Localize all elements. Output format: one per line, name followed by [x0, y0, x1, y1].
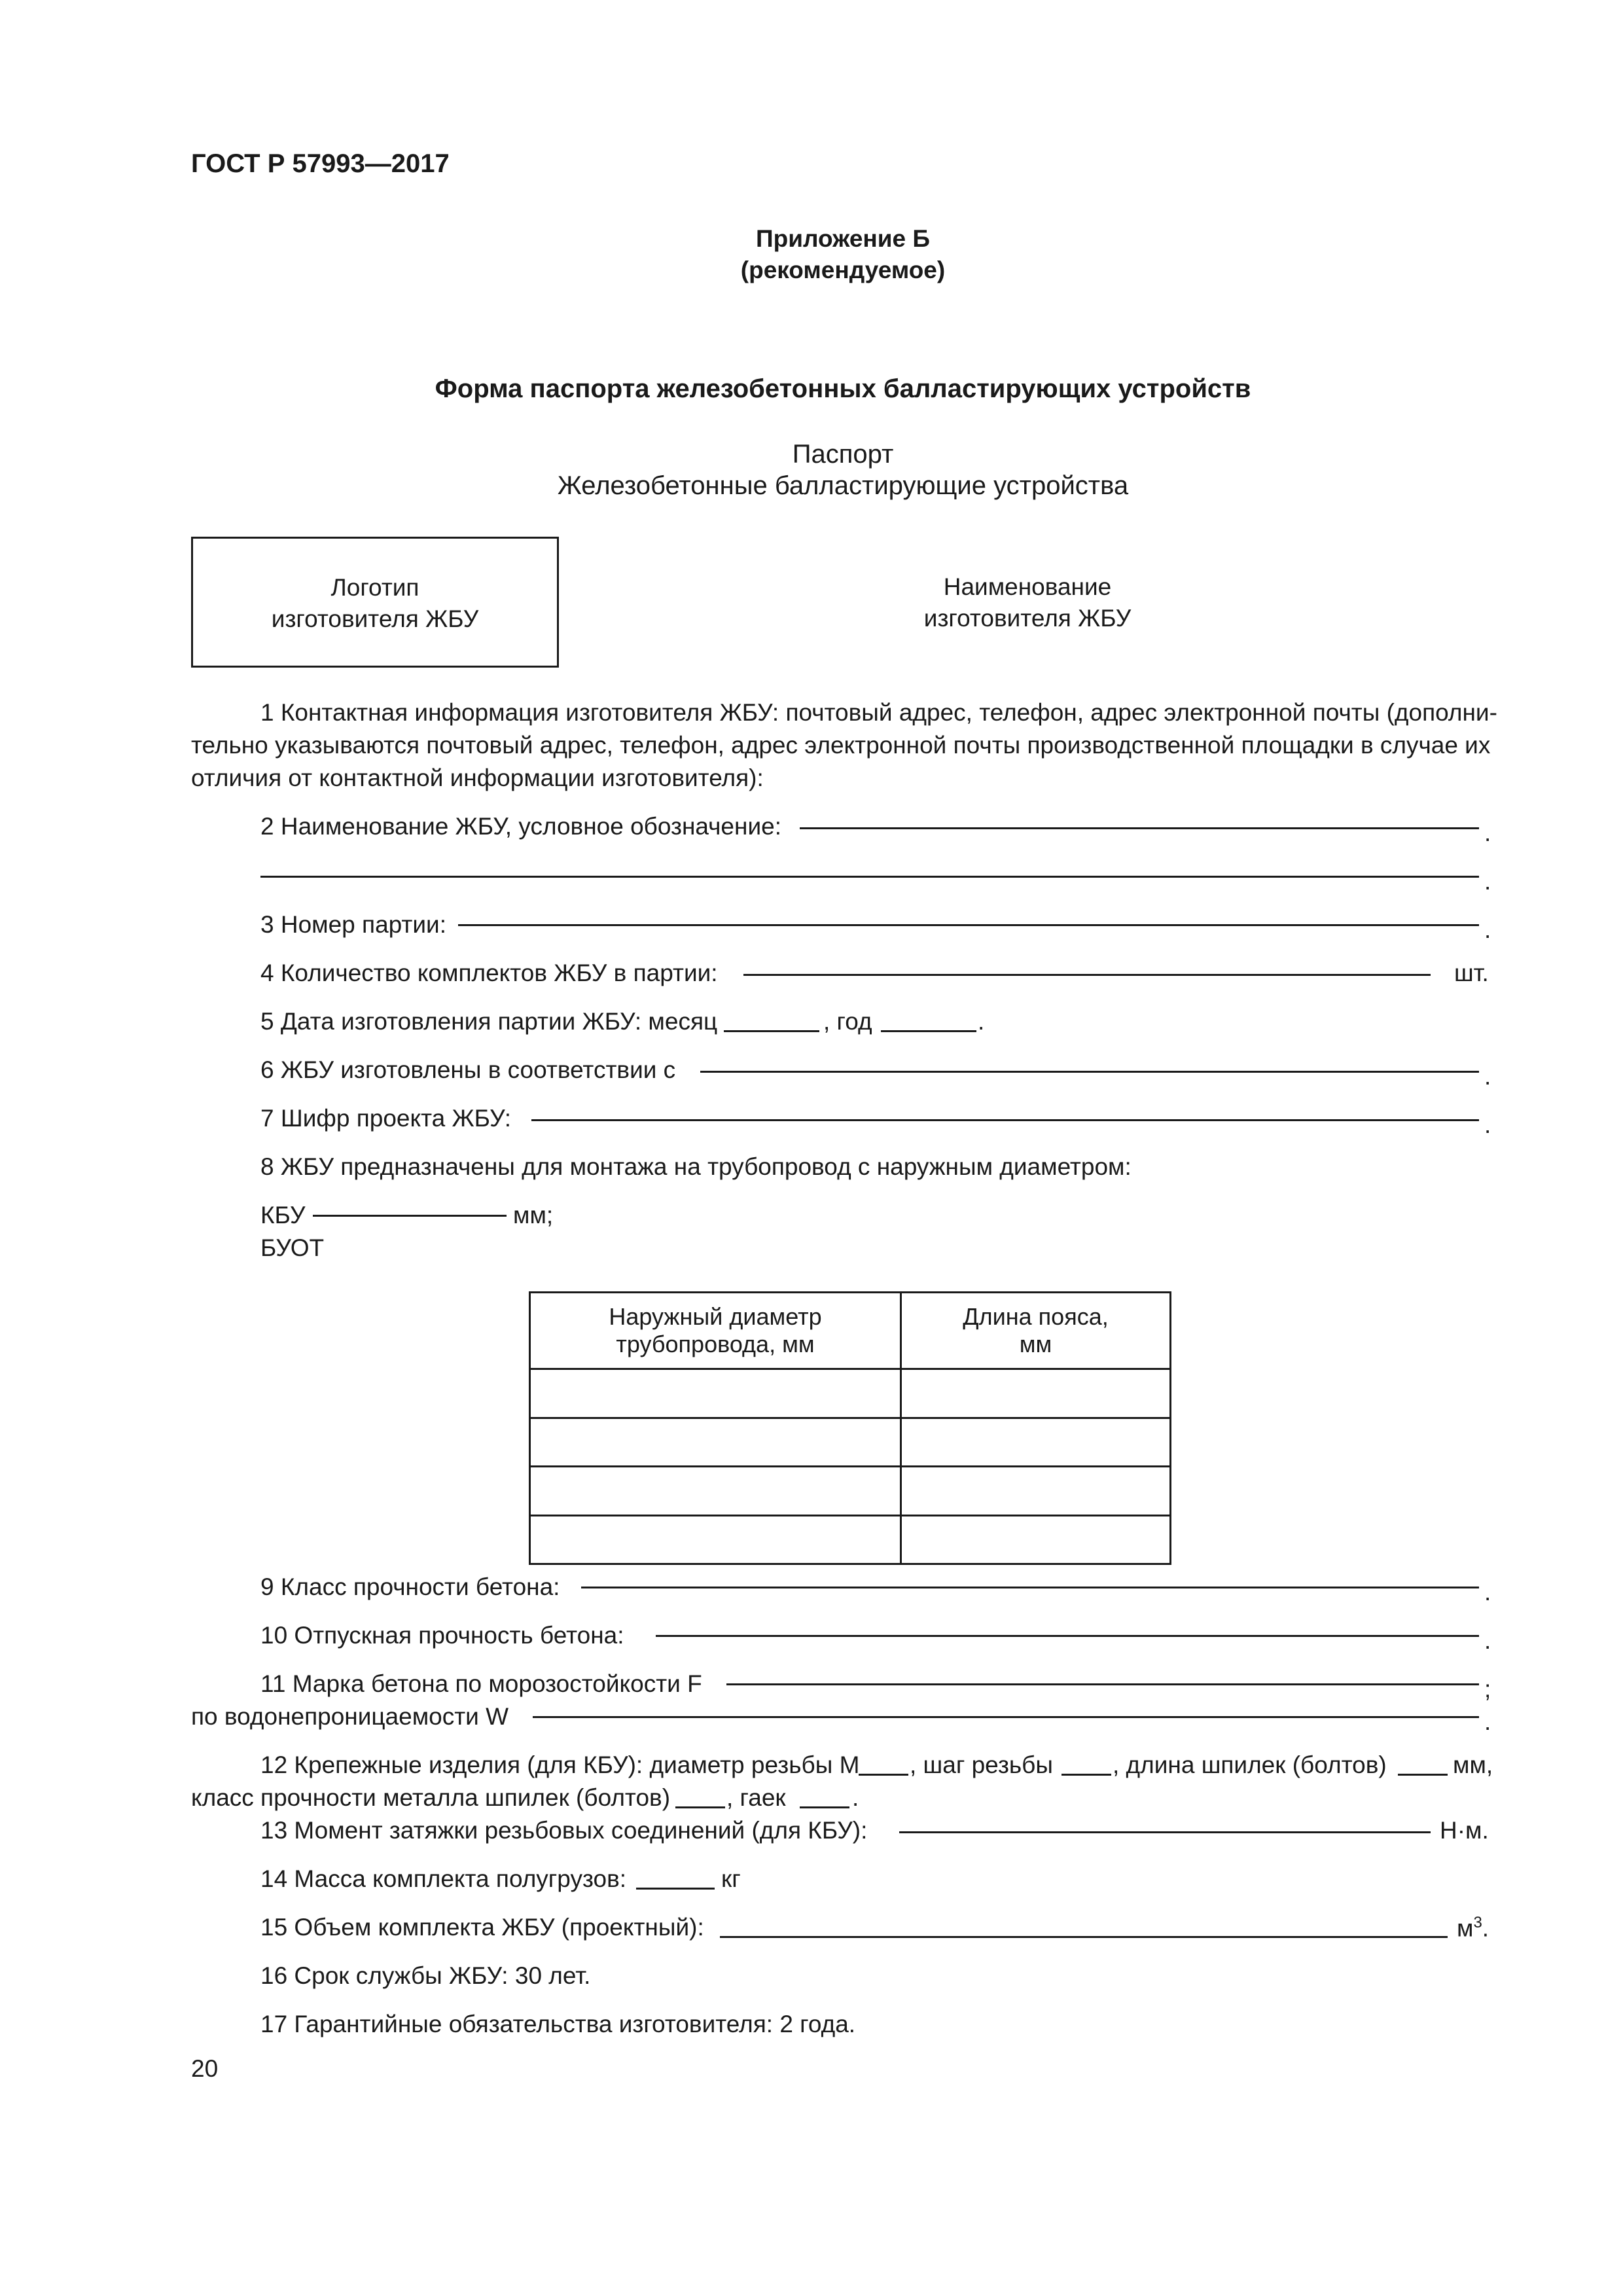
kbu-diameter-field[interactable]: [313, 1215, 507, 1217]
item-1-line3: отличия от контактной информации изготовителя):: [191, 764, 764, 791]
item-11-label: 11 Марка бетона по морозостойкости F: [260, 1670, 702, 1697]
item-10-end: .: [1484, 1627, 1491, 1654]
item-17-text: 17 Гарантийные обязательства изготовителя: 2 года.: [260, 2011, 856, 2037]
table-header-diameter-line2: трубопровода, мм: [616, 1331, 815, 1357]
item-5-end: .: [978, 1008, 985, 1035]
table-cell[interactable]: [901, 1467, 1171, 1516]
item-12-pitch-label: , шаг резьбы: [910, 1751, 1053, 1778]
form-title: Форма паспорта железобетонных балластирующих устройств: [435, 374, 1251, 403]
manufacturer-name-line2: изготовителя ЖБУ: [923, 605, 1132, 632]
table-cell[interactable]: [901, 1418, 1171, 1467]
item-6-label: 6 ЖБУ изготовлены в соответствии с: [260, 1056, 676, 1083]
item-4-label: 4 Количество комплектов ЖБУ в партии:: [260, 960, 718, 986]
table-header-belt-length-line1: Длина пояса,: [963, 1303, 1109, 1330]
item-3-label: 3 Номер партии:: [260, 911, 446, 938]
item-9-end: .: [1484, 1579, 1491, 1605]
item-2-end-2: .: [1484, 868, 1491, 895]
item-11-frost-field[interactable]: [726, 1683, 1479, 1685]
item-12-thread-diameter-field[interactable]: [859, 1774, 908, 1776]
item-11-water-field[interactable]: [533, 1716, 1479, 1718]
table-cell[interactable]: [901, 1369, 1171, 1418]
table-cell[interactable]: [530, 1369, 901, 1418]
table-row: [530, 1515, 1171, 1564]
item-2-label: 2 Наименование ЖБУ, условное обозначение:: [260, 813, 781, 840]
kbu-unit: мм;: [513, 1202, 554, 1229]
item-12-length-field[interactable]: [1398, 1774, 1448, 1776]
passport-subtitle: Железобетонные балластирующие устройства: [557, 471, 1129, 500]
appendix-status: (рекомендуемое): [740, 257, 946, 283]
item-14-mass-field[interactable]: [636, 1888, 715, 1890]
item-12-length-label: , длина шпилек (болтов): [1113, 1751, 1387, 1778]
item-15-volume-field[interactable]: [720, 1936, 1448, 1938]
item-4-unit: шт.: [1454, 960, 1489, 986]
item-11-semicolon: ;: [1484, 1676, 1491, 1702]
page-number: 20: [191, 2055, 219, 2082]
table-cell[interactable]: [901, 1515, 1171, 1564]
item-7-end: .: [1484, 1111, 1491, 1138]
logo-box-line2: изготовителя ЖБУ: [271, 605, 479, 632]
table-header-belt-length: [901, 1293, 1171, 1369]
item-12-bolt-class-label: класс прочности металла шпилек (болтов): [191, 1784, 671, 1811]
table-row: [530, 1418, 1171, 1467]
item-5-label: 5 Дата изготовления партии ЖБУ: месяц: [260, 1008, 718, 1035]
item-2-fill-line-2[interactable]: [260, 876, 1479, 878]
item-9-fill-line[interactable]: [581, 1587, 1479, 1588]
item-5-year-label: , год: [823, 1008, 872, 1035]
item-6-fill-line[interactable]: [700, 1071, 1479, 1073]
kbu-label: КБУ: [260, 1202, 306, 1229]
table-header-diameter-line1: Наружный диаметр: [609, 1303, 822, 1330]
item-13-fill-line[interactable]: [899, 1831, 1431, 1833]
item-3-end: .: [1484, 916, 1491, 943]
item-15-label: 15 Объем комплекта ЖБУ (проектный):: [260, 1914, 704, 1941]
item-16-text: 16 Срок службы ЖБУ: 30 лет.: [260, 1962, 591, 1989]
item-12-nut-label: , гаек: [726, 1784, 786, 1811]
item-1-line1: 1 Контактная информация изготовителя ЖБУ: почтовый адрес, телефон, адрес электронной почты (дополни-: [260, 699, 1497, 726]
item-2-end: .: [1484, 819, 1491, 846]
document-standard-number: ГОСТ Р 57993—2017: [191, 149, 450, 178]
table-header-belt-length-line2: мм: [1019, 1331, 1052, 1357]
passport-title: Паспорт: [792, 440, 894, 469]
manufacturer-name-line1: Наименование: [943, 573, 1112, 600]
item-3-fill-line[interactable]: [458, 924, 1479, 926]
item-14-label: 14 Масса комплекта полугрузов:: [260, 1865, 627, 1892]
item-7-fill-line[interactable]: [531, 1119, 1479, 1121]
table-row: [530, 1369, 1171, 1418]
item-6-end: .: [1484, 1063, 1491, 1090]
item-11-water-label: по водонепроницаемости W: [191, 1703, 509, 1730]
diameter-belt-table: [529, 1291, 1171, 1565]
item-11-end: .: [1484, 1708, 1491, 1735]
item-12-end: .: [852, 1784, 859, 1811]
item-5-month-field[interactable]: [724, 1030, 819, 1032]
item-14-unit: кг: [721, 1865, 741, 1892]
item-10-label: 10 Отпускная прочность бетона:: [260, 1622, 624, 1649]
table-cell[interactable]: [530, 1418, 901, 1467]
item-1-line2: тельно указываются почтовый адрес, телефон, адрес электронной почты производственной площадки в случае их: [191, 732, 1491, 759]
item-12-label: 12 Крепежные изделия (для КБУ): диаметр резьбы М: [260, 1751, 860, 1778]
item-2-fill-line[interactable]: [800, 827, 1479, 829]
item-12-bolt-class-field[interactable]: [675, 1806, 725, 1808]
item-12-nut-field[interactable]: [800, 1806, 849, 1808]
item-10-fill-line[interactable]: [656, 1635, 1479, 1637]
logo-box-line1: Логотип: [330, 574, 419, 601]
item-12-mm: мм,: [1453, 1751, 1493, 1778]
buot-label: БУОТ: [260, 1234, 325, 1261]
appendix-title: Приложение Б: [756, 225, 930, 252]
table-header-diameter: [530, 1293, 901, 1369]
table-cell[interactable]: [530, 1515, 901, 1564]
item-12-pitch-field[interactable]: [1061, 1774, 1111, 1776]
item-4-fill-line[interactable]: [743, 974, 1431, 976]
item-5-year-field[interactable]: [881, 1030, 976, 1032]
table-row: [530, 1467, 1171, 1516]
table-cell[interactable]: [530, 1467, 901, 1516]
table-header-row: [530, 1293, 1171, 1369]
item-9-label: 9 Класс прочности бетона:: [260, 1573, 560, 1600]
logo-box: [191, 537, 559, 668]
item-8-label: 8 ЖБУ предназначены для монтажа на трубопровод с наружным диаметром:: [260, 1153, 1132, 1180]
item-7-label: 7 Шифр проекта ЖБУ:: [260, 1105, 512, 1132]
item-13-label: 13 Момент затяжки резьбовых соединений (для КБУ):: [260, 1817, 868, 1844]
item-15-unit: $м^3$.: [1457, 1914, 1489, 1942]
item-13-unit: Н·м.: [1440, 1817, 1489, 1844]
